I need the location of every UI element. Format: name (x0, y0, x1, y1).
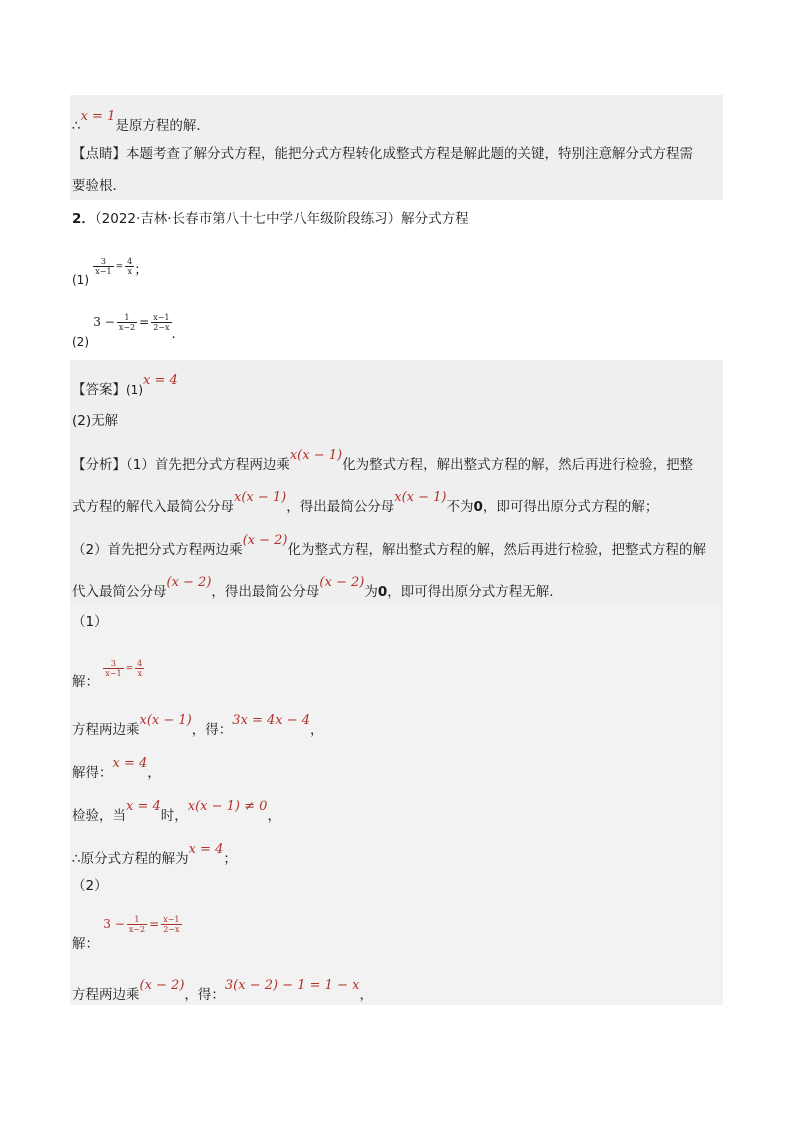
solution-solved: 解得：x = 4， (72, 756, 161, 781)
solution-conclusion: ∴原分式方程的解为x = 4； (72, 842, 237, 867)
solution-check: 检验，当x = 4时，x(x − 1) ≠ 0， (72, 799, 281, 824)
therefore-text: 是原方程的解． (115, 118, 210, 134)
solution-equation-2: 3 − $\frac{1}{x-2}$ = $\frac{x-1}{2-x}$ (103, 914, 180, 934)
problem-part-1: (1) $\frac{3}{x-1}$ = $\frac{4}{x}$ ； (72, 257, 148, 287)
solution-multiply-2: 方程两边乘(x − 2)，得：3(x − 2) − 1 = 1 − x， (72, 978, 373, 1003)
answer-tag: 【答案】 (72, 382, 126, 398)
therefore-line: ∴x = 1是原方程的解． (72, 109, 210, 134)
solution-solve-1: 解： $\frac{3}{x-1}$ = $\frac{4}{x}$ (72, 659, 143, 690)
problem-source: （2022·吉林·长春市第八十七中学八年级阶段练习）解分式方程 (94, 211, 469, 227)
solution-solve-2: 解： 3 − $\frac{1}{x-2}$ = $\frac{x-1}{2-x}$ (72, 914, 180, 952)
solution-part-2-label: （2） (72, 878, 108, 894)
analysis-line-1: 【分析】（1）首先把分式方程两边乘x(x − 1)化为整式方程，解出整式方程的解，然后再进行检验，把整 (72, 448, 694, 473)
therefore-equation: x = 1 (80, 109, 116, 124)
problem-part-1-equation: $\frac{3}{x-1}$ = $\frac{4}{x}$ (95, 257, 133, 276)
problem-header (72, 209, 469, 229)
analysis-line-3: （2）首先把分式方程两边乘(x − 2)化为整式方程，解出整式方程的解，然后再进行检验，把整式方程的解 (72, 533, 706, 558)
answer-line-2: (2)无解 (72, 413, 119, 429)
solution-multiply-1: 方程两边乘x(x − 1)，得：3x = 4x − 4， (72, 713, 324, 738)
problem-part-2: (2) 3 − $\frac{1}{x-2}$ = $\frac{x-1}{2-x}$ ． (72, 312, 185, 349)
solution-part-1-label: （1） (72, 614, 108, 630)
analysis-tag: 【分析】 (72, 457, 126, 473)
analysis-line-4: 代入最简公分母(x − 2)，得出最简公分母(x − 2)为0，即可得出原分式方程无解． (72, 575, 563, 600)
problem-number: 2． (72, 211, 95, 227)
problem-part-2-equation: 3 − $\frac{1}{x-2}$ = $\frac{x-1}{2-x}$ (93, 312, 170, 332)
answer-line-1: 【答案】(1)x = 4 (72, 373, 178, 398)
note-line-1: 【点睛】本题考查了解分式方程，能把分式方程转化成整式方程是解此题的关键，特别注意解分式方程需 (72, 146, 693, 162)
solution-equation-1: $\frac{3}{x-1}$ = $\frac{4}{x}$ (105, 659, 143, 678)
note-tag: 【点睛】 (72, 146, 126, 162)
note-line-2: 要验根． (72, 178, 126, 194)
analysis-line-2: 式方程的解代入最简公分母x(x − 1)，得出最简公分母x(x − 1)不为0，即可得出原分式方程的解； (72, 490, 659, 515)
answer-part-1-value: x = 4 (143, 373, 178, 388)
